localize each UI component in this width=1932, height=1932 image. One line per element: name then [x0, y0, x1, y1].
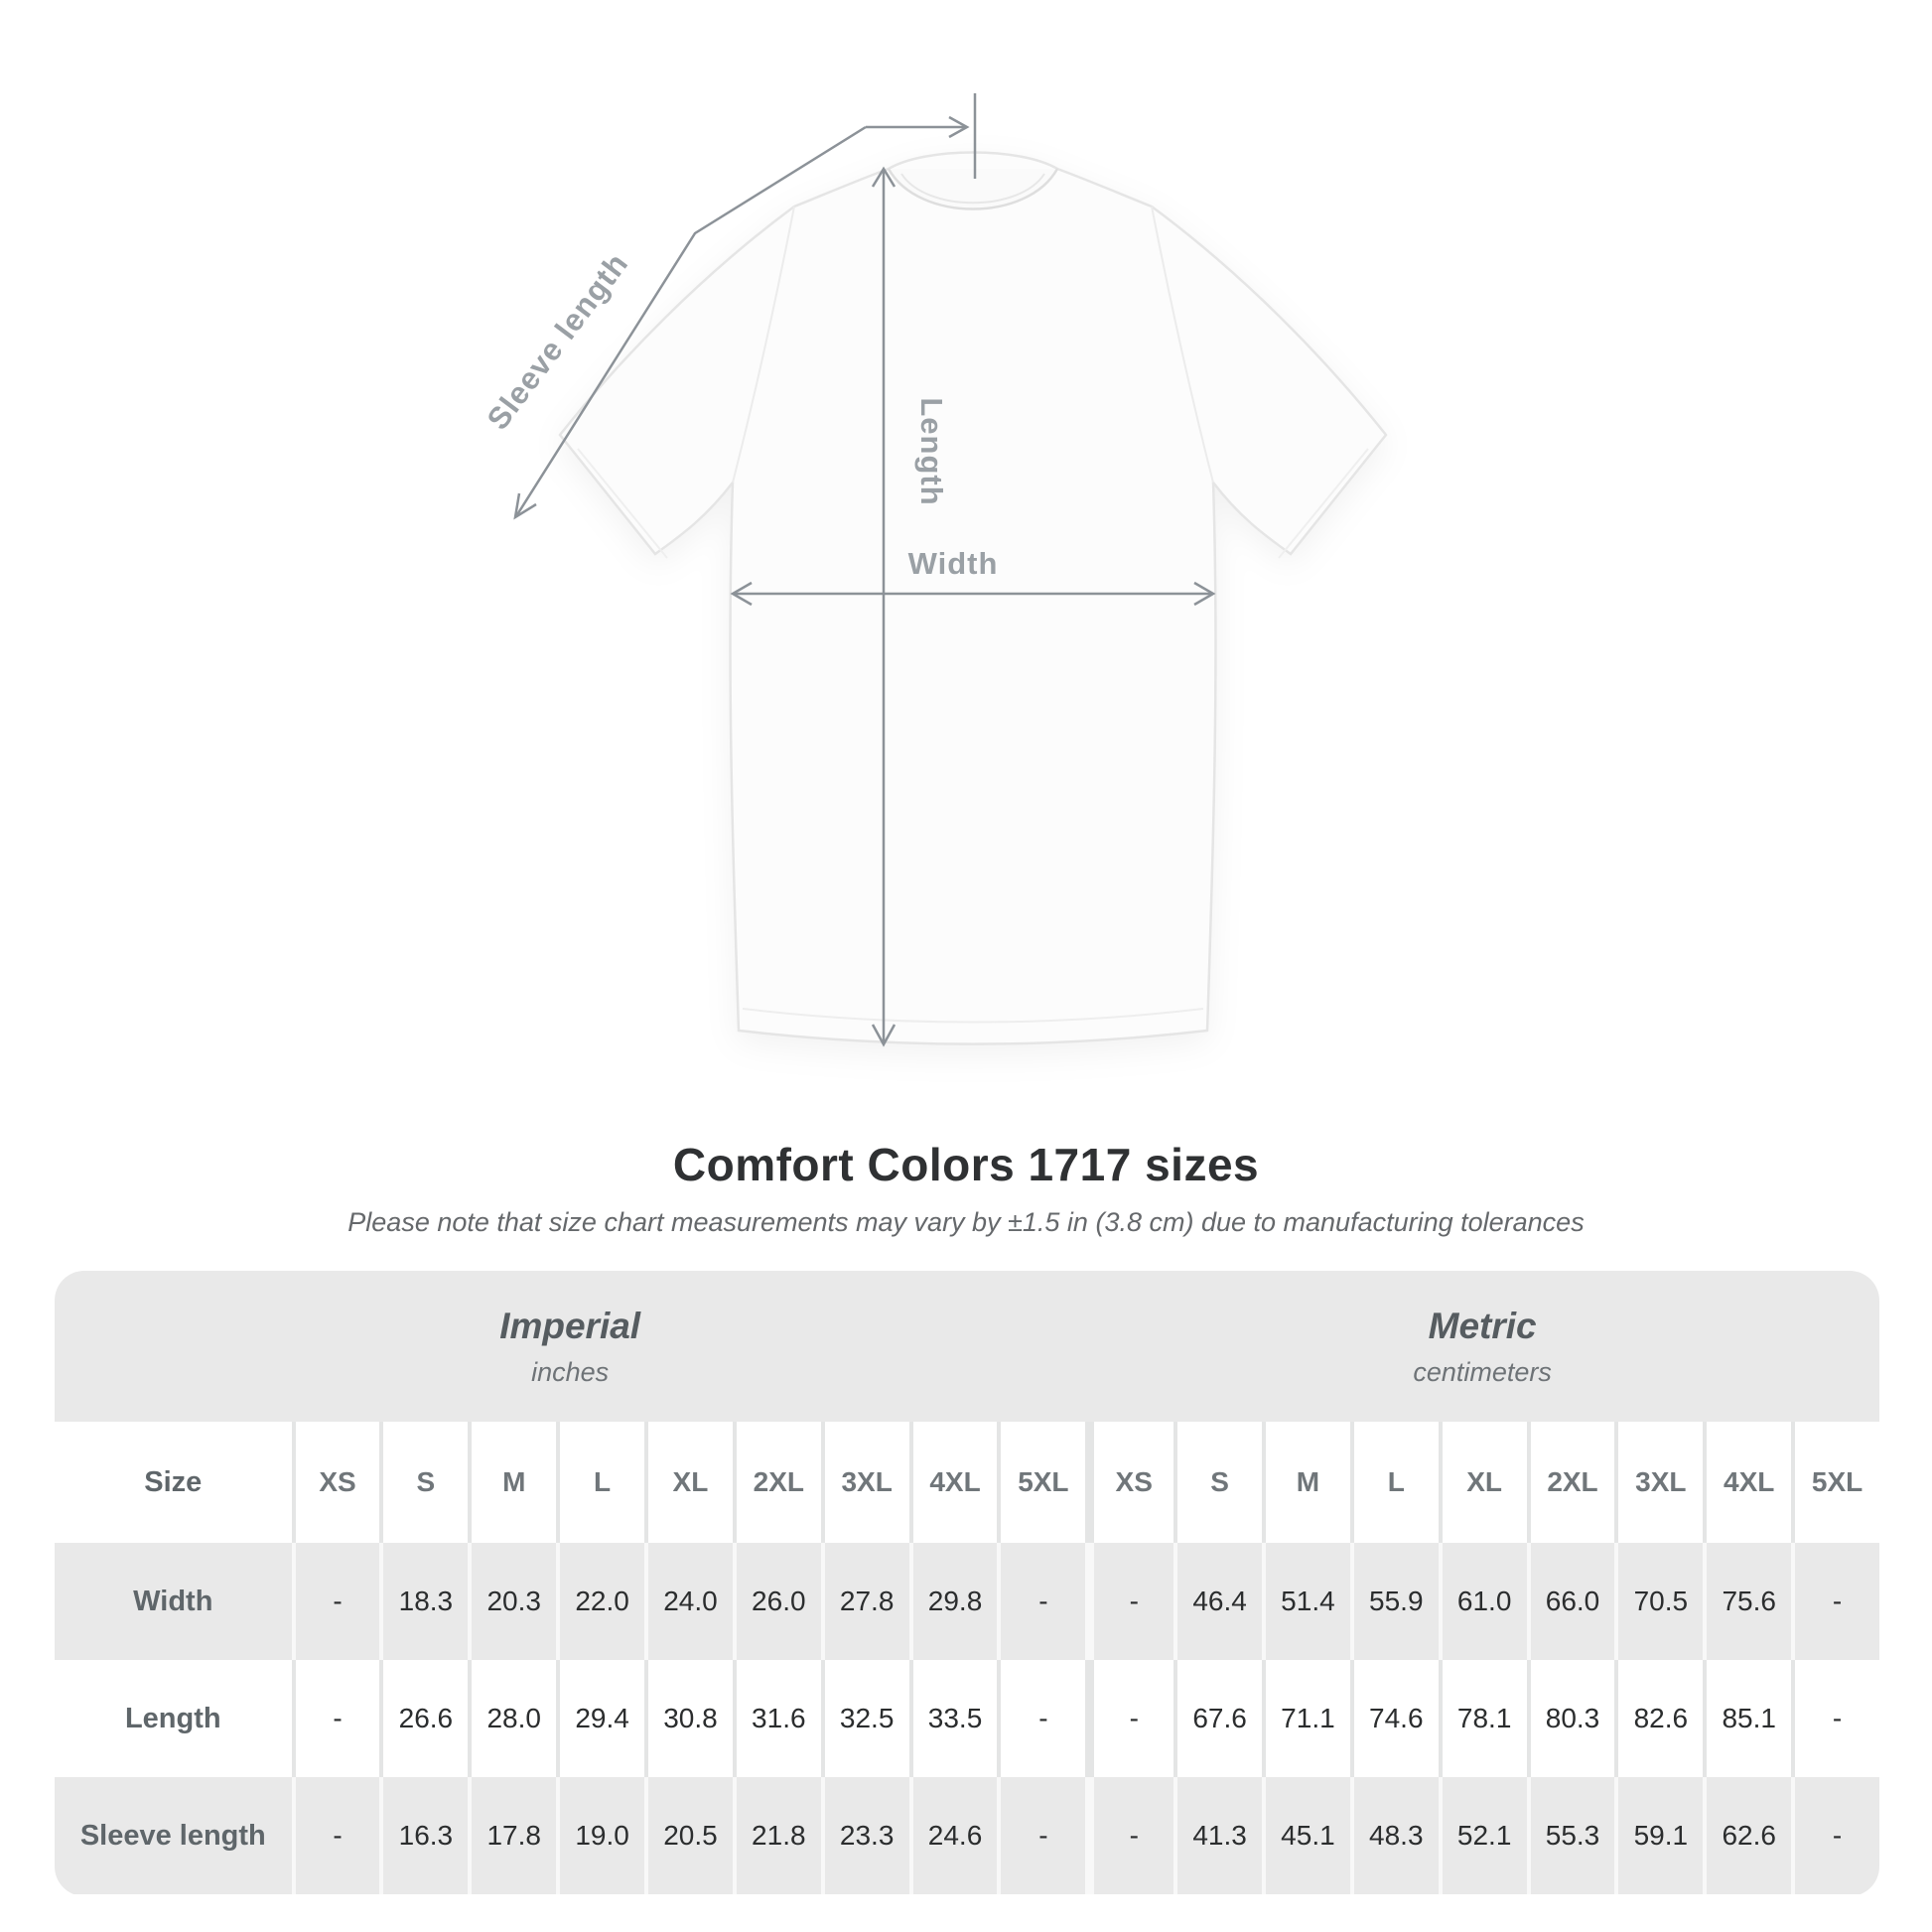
metric-group-units: centimeters [1413, 1356, 1552, 1387]
size-value-cell: 55.3 [1527, 1777, 1615, 1894]
size-value-cell: 20.3 [468, 1543, 556, 1660]
size-value-cell: - [292, 1660, 380, 1777]
size-value-cell: 28.0 [468, 1660, 556, 1777]
size-col-5xl: 5XL [1791, 1422, 1879, 1543]
size-value-cell: 24.0 [644, 1543, 733, 1660]
size-col-xs: XS [292, 1422, 380, 1543]
size-value-cell: 70.5 [1614, 1543, 1703, 1660]
size-col-s: S [379, 1422, 468, 1543]
size-value-cell: - [1791, 1543, 1879, 1660]
size-value-cell: 51.4 [1262, 1543, 1350, 1660]
size-value-cell: 59.1 [1614, 1777, 1703, 1894]
unit-group-band [55, 1271, 1879, 1422]
size-value-cell: 19.0 [556, 1777, 644, 1894]
size-value-cell: 30.8 [644, 1660, 733, 1777]
imperial-group-units: inches [531, 1356, 610, 1387]
size-col-5xl: 5XL [997, 1422, 1085, 1543]
metric-group-label: Metric [1428, 1305, 1537, 1346]
size-value-cell: - [292, 1543, 380, 1660]
sleeve-length-label: Sleeve length [480, 246, 635, 437]
size-value-cell: 18.3 [379, 1543, 468, 1660]
size-value-cell: - [997, 1660, 1085, 1777]
size-col-2xl: 2XL [1527, 1422, 1615, 1543]
size-value-cell: - [1085, 1543, 1173, 1660]
size-value-cell: 82.6 [1614, 1660, 1703, 1777]
size-col-xl: XL [1439, 1422, 1527, 1543]
measurement-row-label: Sleeve length [79, 1819, 266, 1852]
size-value-cell: - [997, 1543, 1085, 1660]
size-col-l: L [1350, 1422, 1439, 1543]
size-header: Size [144, 1465, 203, 1498]
size-col-l: L [556, 1422, 644, 1543]
size-col-xl: XL [644, 1422, 733, 1543]
size-value-cell: 75.6 [1703, 1543, 1791, 1660]
length-label: Length [914, 397, 949, 506]
size-value-cell: 24.6 [909, 1777, 998, 1894]
metric-group-header [1085, 1271, 1879, 1422]
measurement-row [55, 1543, 1879, 1660]
size-value-cell: 27.8 [821, 1543, 909, 1660]
size-value-cell: 31.6 [733, 1660, 821, 1777]
size-table-rows [55, 1422, 1879, 1894]
size-col-4xl: 4XL [1703, 1422, 1791, 1543]
measurement-row [55, 1777, 1879, 1894]
size-value-cell: - [1791, 1660, 1879, 1777]
size-col-3xl: 3XL [1614, 1422, 1703, 1543]
measurement-row-label: Width [133, 1585, 213, 1617]
size-value-cell: - [1085, 1777, 1173, 1894]
size-value-cell: 29.8 [909, 1543, 998, 1660]
size-col-xs: XS [1085, 1422, 1173, 1543]
size-value-cell: 17.8 [468, 1777, 556, 1894]
size-value-cell: 61.0 [1439, 1543, 1527, 1660]
size-col-4xl: 4XL [909, 1422, 998, 1543]
size-value-cell: 32.5 [821, 1660, 909, 1777]
size-value-cell: 55.9 [1350, 1543, 1439, 1660]
imperial-group-label: Imperial [499, 1305, 641, 1346]
size-table [55, 1271, 1879, 1896]
size-value-cell: 20.5 [644, 1777, 733, 1894]
size-value-cell: 22.0 [556, 1543, 644, 1660]
size-col-m: M [1262, 1422, 1350, 1543]
page-title: Comfort Colors 1717 sizes [672, 1139, 1260, 1190]
size-value-cell: 48.3 [1350, 1777, 1439, 1894]
size-col-m: M [468, 1422, 556, 1543]
size-value-cell: 21.8 [733, 1777, 821, 1894]
tolerance-note: Please note that size chart measurements may vary by ±1.5 in (3.8 cm) due to manufacturing tolerances [347, 1207, 1585, 1237]
size-value-cell: 23.3 [821, 1777, 909, 1894]
size-value-cell: 16.3 [379, 1777, 468, 1894]
size-value-cell: 66.0 [1527, 1543, 1615, 1660]
size-col-s: S [1173, 1422, 1262, 1543]
size-value-cell: 71.1 [1262, 1660, 1350, 1777]
measurement-row [55, 1660, 1879, 1777]
size-value-cell: 29.4 [556, 1660, 644, 1777]
size-value-cell: 33.5 [909, 1660, 998, 1777]
width-label: Width [907, 546, 999, 581]
size-value-cell: 67.6 [1173, 1660, 1262, 1777]
imperial-group-header [55, 1271, 1085, 1422]
size-value-cell: 52.1 [1439, 1777, 1527, 1894]
tshirt-illustration [560, 153, 1386, 1044]
size-value-cell: 78.1 [1439, 1660, 1527, 1777]
size-value-cell: 46.4 [1173, 1543, 1262, 1660]
size-value-cell: - [292, 1777, 380, 1894]
size-value-cell: - [1791, 1777, 1879, 1894]
size-value-cell: 62.6 [1703, 1777, 1791, 1894]
size-value-cell: - [1085, 1660, 1173, 1777]
size-col-3xl: 3XL [821, 1422, 909, 1543]
size-value-cell: 80.3 [1527, 1660, 1615, 1777]
size-value-cell: 26.6 [379, 1660, 468, 1777]
size-header-row [55, 1422, 1879, 1543]
size-value-cell: 41.3 [1173, 1777, 1262, 1894]
size-value-cell: - [997, 1777, 1085, 1894]
size-col-2xl: 2XL [733, 1422, 821, 1543]
size-value-cell: 85.1 [1703, 1660, 1791, 1777]
measurement-row-label: Length [124, 1702, 221, 1734]
size-value-cell: 26.0 [733, 1543, 821, 1660]
size-value-cell: 45.1 [1262, 1777, 1350, 1894]
size-value-cell: 74.6 [1350, 1660, 1439, 1777]
